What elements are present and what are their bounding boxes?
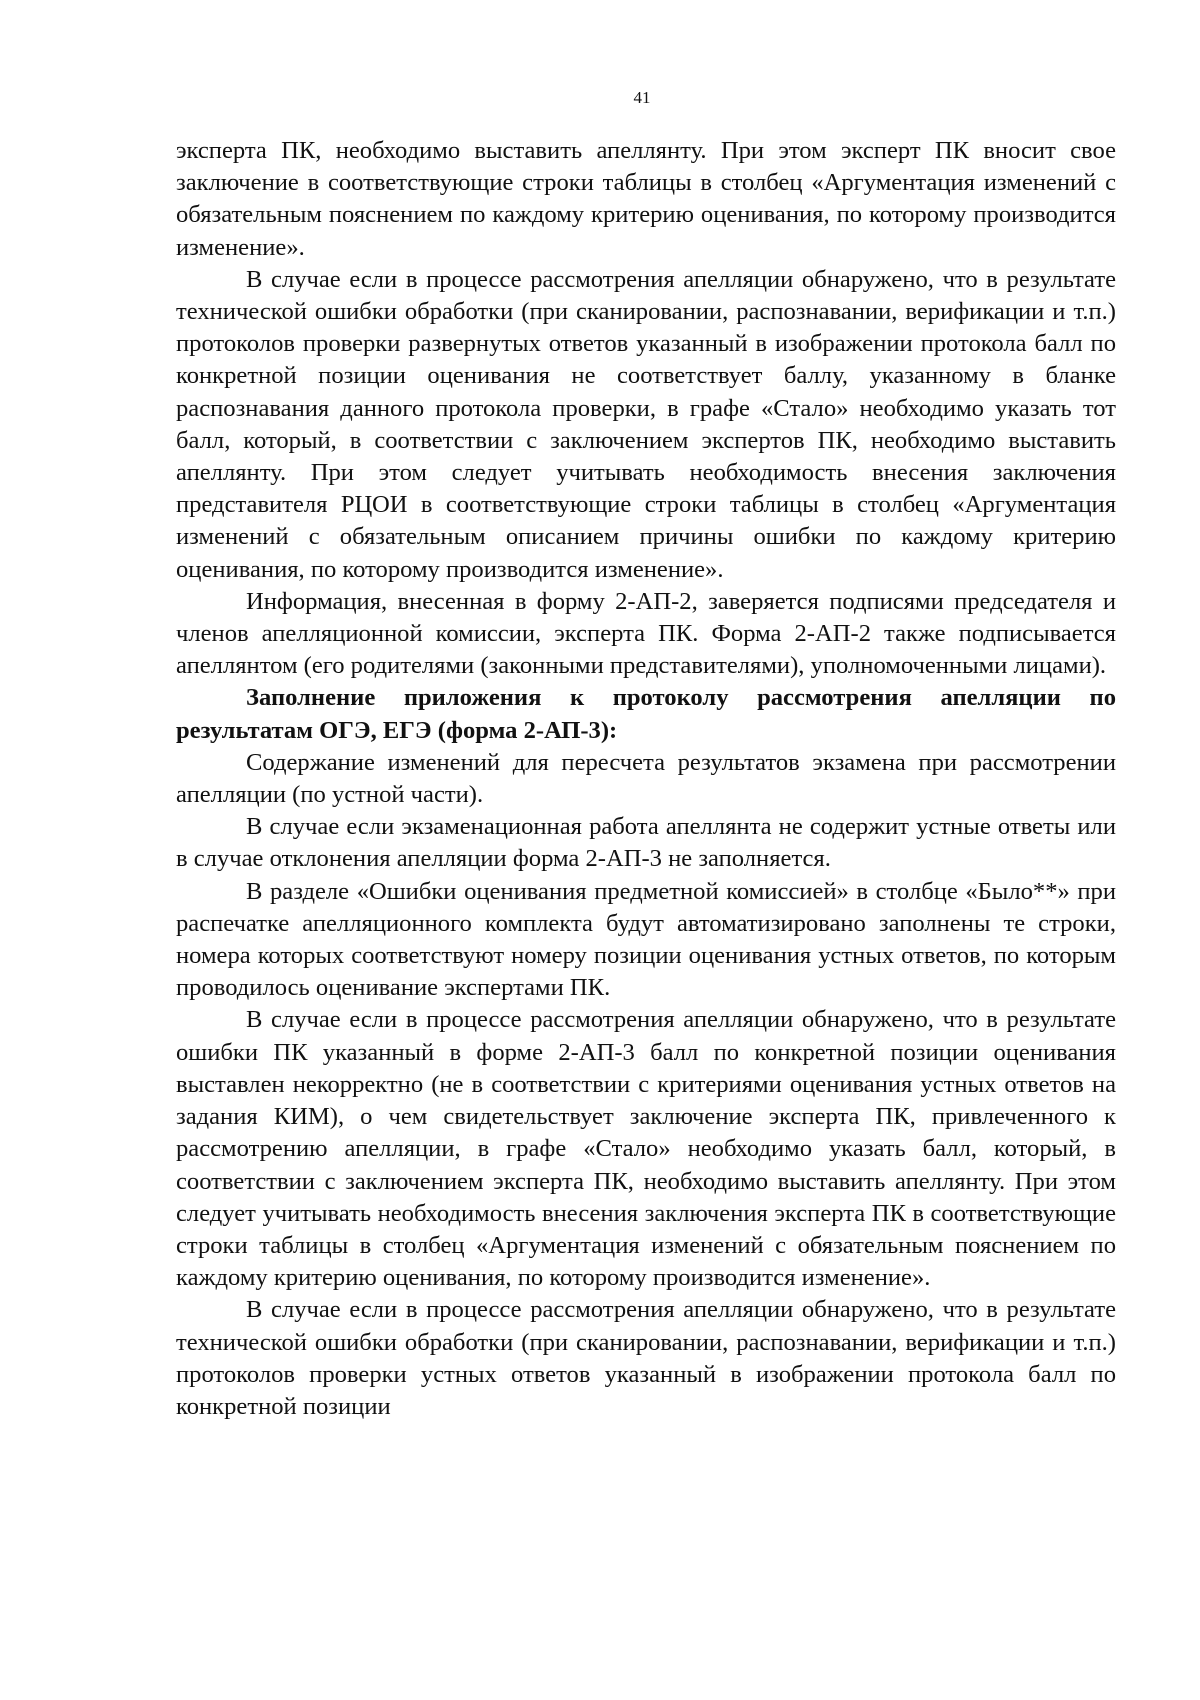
paragraph-pk-error: В случае если в процессе рассмотрения апелляции обнаружено, что в результате ошибки ПК указанный в форме 2-АП-3 балл по конкретной позиции оценивания выставлен некорректно (не в соответствии с критериями оценивания устных ответов на задания КИМ), о чем свидетельствует заключение эксперта ПК, привлеченного к рассмотрению апелляции, в графе «Стало» необходимо указать балл, который, в соответствии с заключением эксперта ПК, необходимо выставить апеллянту. При этом следует учитывать необходимость внесения заключения эксперта ПК в соответствующие строки таблицы в столбец «Аргументация изменений с обязательным пояснением по каждому критерию оценивания, по которому производится изменение».: [176, 1006, 1116, 1292]
paragraph-was-column: В разделе «Ошибки оценивания предметной комиссией» в столбце «Было**» при распечатке апелляционного комплекта будут автоматизировано заполнены те строки, номера которых соответствуют номеру позиции оценивания устных ответов, по которым проводилось оценивание экспертами ПК.: [176, 877, 1116, 1002]
paragraph-continuation: эксперта ПК, необходимо выставить апеллянту. При этом эксперт ПК вносит свое заключение в соответствующие строки таблицы в столбец «Аргументация изменений с обязательным пояснением по каждому критерию оценивания, по которому производится изменение».: [176, 137, 1116, 261]
paragraph-technical-error-scan: В случае если в процессе рассмотрения апелляции обнаружено, что в результате технической ошибки обработки (при сканировании, распознавании, верификации и т.п.) протоколов проверки развернутых ответов указанный в изображении протокола балл по конкретной позиции оценивания не соответствует баллу, указанному в бланке распознавания данного протокола проверки, в графе «Стало» необходимо указать тот балл, который, в соответствии с заключением экспертов ПК, необходимо выставить апеллянту. При этом следует учитывать необходимость внесения заключения представителя РЦОИ в соответствующие строки таблицы в столбец «Аргументация изменений с обязательным описанием причины ошибки по каждому критерию оценивания, по которому производится изменение».: [176, 265, 1116, 583]
paragraph-form-signatures: Информация, внесенная в форму 2-АП-2, заверяется подписями председателя и членов апелляционной комиссии, эксперта ПК. Форма 2-АП-2 также подписывается апеллянтом (его родителями (законными представителями), уполномоченными лицами).: [176, 587, 1116, 680]
paragraph-no-oral-answers: В случае если экзаменационная работа апеллянта не содержит устные ответы или в случае отклонения апелляции форма 2-АП-3 не заполняется.: [176, 813, 1116, 873]
paragraph-technical-error-oral: В случае если в процессе рассмотрения апелляции обнаружено, что в результате технической ошибки обработки (при сканировании, распознавании, верификации и т.п.) протоколов проверки устных ответов указанный в изображении протокола балл по конкретной позиции: [176, 1296, 1116, 1420]
document-body: [176, 135, 1116, 1423]
paragraph-oral-part-content: Содержание изменений для пересчета результатов экзамена при рассмотрении апелляции (по устной части).: [176, 748, 1116, 809]
section-heading: Заполнение приложения к протоколу рассмотрения апелляции по результатам ОГЭ, ЕГЭ (форма 2-АП-3):: [176, 684, 1116, 744]
page-number: 41: [633, 88, 651, 107]
